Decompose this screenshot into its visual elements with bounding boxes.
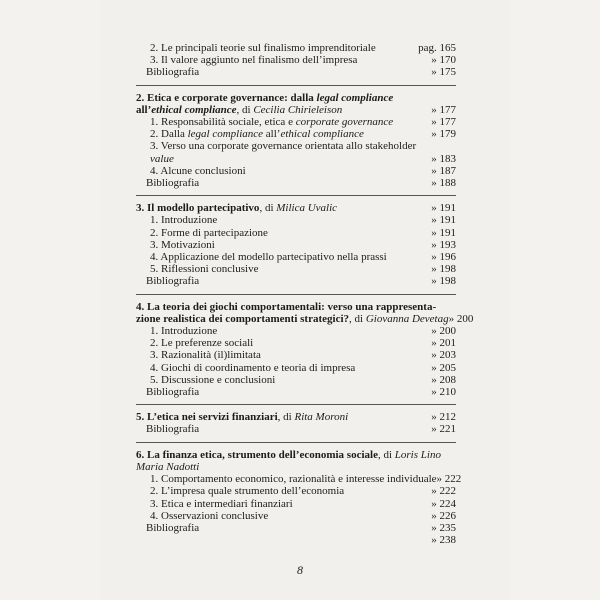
toc-section [136, 294, 474, 399]
chapter-author: , di Cecilia Chirieleison [236, 103, 343, 116]
subsection-entry: 2. L’impresa quale strumento dell’economia » 222 [150, 485, 456, 498]
subsection-entry: 1. Comportamento economico, razionalità e interesse individuale » 222 [150, 473, 462, 486]
bibliography-entry: Bibliografia » 188 [146, 177, 456, 190]
subsection-entry: 1. Responsabilità sociale, etica e corporate governance » 177 [150, 116, 456, 129]
chapter-author: Maria Nadotti [136, 460, 200, 473]
chapter-title: 6. La finanza etica, strumento dell’economia sociale, di Loris Lino [136, 448, 441, 461]
subsection-entry: 2. Dalla legal compliance all’ethical compliance » 179 [150, 128, 456, 141]
chapter-author: , di Rita Moroni [277, 411, 349, 424]
bibliography-entry: Bibliografia » 210 [146, 386, 456, 399]
chapter-author: , di Giovanna Devetag [349, 312, 449, 325]
subsection-entry: 3. Razionalità (il)limitata » 203 [150, 349, 456, 362]
subsection-entry: 3. Motivazioni » 193 [150, 238, 456, 251]
chapter-title [136, 461, 456, 473]
toc-section [136, 85, 456, 190]
toc-section [136, 442, 462, 547]
chapter-title: 3. Il modello partecipativo, di Milica Uvalic » 191 [136, 202, 456, 215]
subsection-entry: 1. Introduzione » 191 [150, 214, 456, 227]
subsection-entry: 2. Le principali teorie sul finalismo imprenditoriale pag. 165 [150, 42, 456, 54]
bibliography-entry: Bibliografia » 235 [146, 521, 456, 534]
subsection-entry: 4. Giochi di coordinamento e teoria di impresa » 205 [150, 361, 456, 374]
subsection-entry: 4. Applicazione del modello partecipativo nella prassi » 196 [150, 251, 456, 264]
chapter-title: all’ethical compliance, di Cecilia Chirieleison » 177 [136, 103, 456, 116]
subsection-entry: 2. Le preferenze sociali » 201 [150, 337, 456, 350]
toc-section [136, 404, 456, 435]
subsection-entry: value » 183 [150, 152, 456, 165]
subsection-entry: 3. Etica e intermediari finanziari » 224 [150, 497, 456, 510]
bibliography-entry: Bibliografia » 221 [146, 423, 456, 436]
page-number: 8 [297, 563, 303, 577]
subsection-entry: 5. Riflessioni conclusive » 198 [150, 263, 456, 276]
chapter-author: , di Milica Uvalic [259, 202, 338, 215]
bibliography-entry: » 238 [431, 534, 456, 547]
bibliography-entry: Bibliografia » 198 [146, 275, 456, 288]
subsection-entry: 4. Alcune conclusioni » 187 [150, 164, 456, 177]
subsection-entry: 5. Discussione e conclusioni » 208 [150, 373, 456, 386]
subsection-entry: 3. Il valore aggiunto nel finalismo dell’impresa » 170 [150, 54, 456, 67]
chapter-author: , di Loris Lino [377, 448, 441, 461]
subsection-entry: 4. Osservazioni conclusive » 226 [150, 509, 456, 522]
table-of-contents [136, 42, 474, 547]
chapter-title: 2. Etica e corporate governance: dalla legal compliance [136, 91, 394, 104]
chapter-title: 5. L’etica nei servizi finanziari, di Rita Moroni » 212 [136, 411, 456, 424]
toc-section [136, 42, 456, 79]
subsection-entry: 3. Verso una corporate governance orientata allo stakeholder [150, 140, 417, 153]
bibliography-entry: Bibliografia » 175 [146, 66, 456, 79]
chapter-title: 4. La teoria dei giochi comportamentali: verso una rappresenta- [136, 300, 437, 313]
toc-section [136, 195, 456, 287]
subsection-entry: 1. Introduzione » 200 [150, 325, 456, 338]
subsection-entry: 2. Forme di partecipazione » 191 [150, 226, 456, 239]
chapter-title: zione realistica dei comportamenti strategici?, di Giovanna Devetag » 200 [136, 312, 474, 325]
